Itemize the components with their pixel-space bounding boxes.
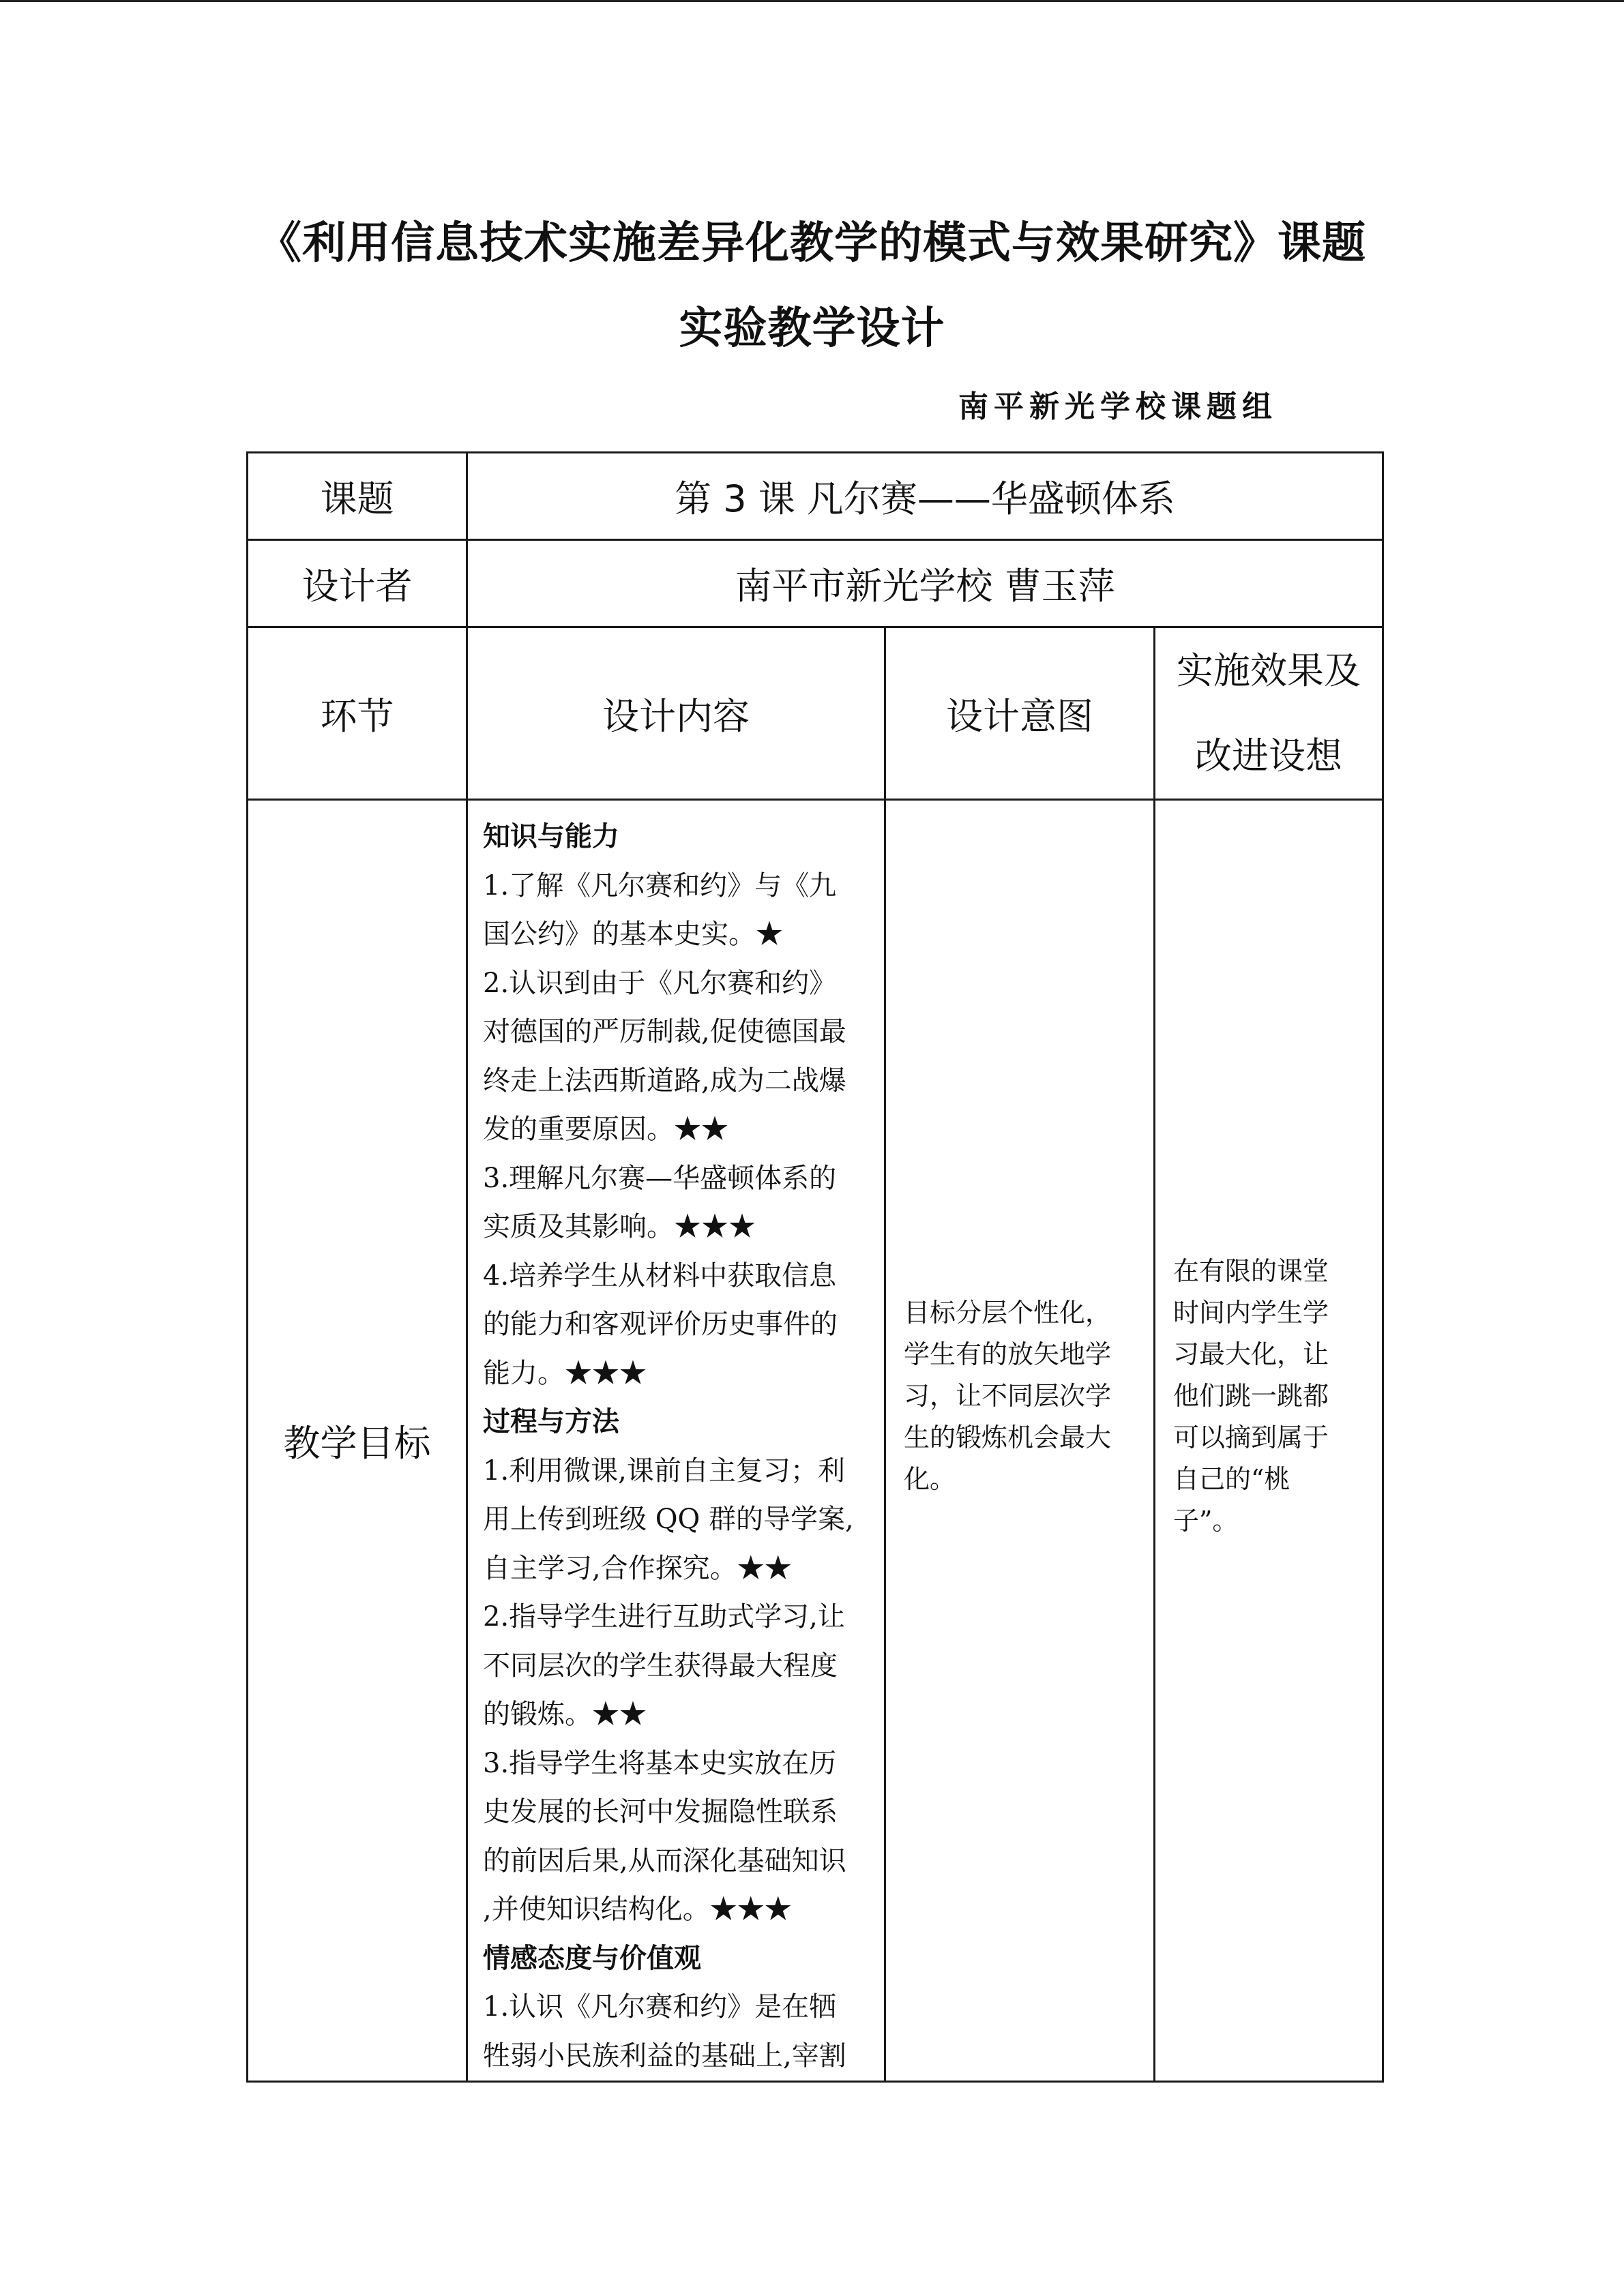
effect-line: 习最大化，让 [1173,1339,1329,1369]
design-content-line: 发的重要原因。★★ [483,1114,728,1145]
design-content-cell [467,800,885,2082]
effect-line: 时间内学生学 [1173,1298,1329,1328]
header-content: 设计内容 [467,627,885,800]
design-content-line: ,并使知识结构化。★★★ [483,1894,792,1925]
design-intent-cell [885,800,1155,2082]
stage-cell: 教学目标 [248,800,467,2082]
design-content-line: 3.理解凡尔赛—华盛顿体系的 [483,1162,837,1194]
effect-line: 可以摘到属于 [1173,1422,1329,1452]
author-group: 南平新光学校课题组 [958,389,1278,424]
design-content-line: 的能力和客观评价历史事件的 [483,1309,838,1340]
design-content-line: 1.了解《凡尔赛和约》与《九 [483,869,837,901]
design-content-line: 自主学习,合作探究。★★ [483,1552,792,1584]
topic-value: 第 3 课 凡尔赛——华盛顿体系 [467,453,1383,540]
header-effect: 实施效果及 改进设想 [1155,627,1383,800]
design-content-line: 情感态度与价值观 [483,1942,701,1974]
teaching-goal-row [248,800,1383,2082]
design-content-line: 2.指导学生进行互助式学习,让 [483,1601,845,1632]
design-intent-line: 生的锻炼机会最大 [904,1422,1112,1452]
design-content-line: 能力。★★★ [483,1357,647,1389]
designer-value: 南平市新光学校 曹玉萍 [467,540,1383,627]
topic-label: 课题 [248,453,467,540]
design-content-line: 史发展的长河中发掘隐性联系 [483,1796,838,1828]
design-content-line: 国公约》的基本史实。★ [483,919,783,950]
header-stage: 环节 [248,627,467,800]
effect-line: 自己的“桃 [1173,1464,1290,1494]
design-content-text [483,813,872,2081]
header-row [248,627,1383,800]
design-content-line: 的锻炼。★★ [483,1699,647,1730]
effect-line: 他们跳一跳都 [1173,1381,1329,1411]
topic-row [248,453,1383,540]
designer-row [248,540,1383,627]
design-content-line: 的前因后果,从而深化基础知识 [483,1845,846,1877]
design-content-line: 2.认识到由于《凡尔赛和约》 [483,967,837,999]
page-title: 《利用信息技术实施差异化教学的模式与效果研究》课题 [258,218,1366,269]
effect-line: 在有限的课堂 [1173,1256,1329,1286]
design-intent-line: 化。 [904,1464,956,1494]
design-content-line: 知识与能力 [483,821,619,852]
design-content-line: 不同层次的学生获得最大程度 [483,1650,838,1682]
design-content-line: 用上传到班级 QQ 群的导学案, [483,1504,854,1535]
design-intent-line: 目标分层个性化， [904,1298,1112,1328]
design-content-line: 对德国的严厉制裁,促使德国最 [483,1016,846,1047]
design-intent-text [904,1292,1141,1500]
design-intent-line: 学生有的放矢地学 [904,1339,1112,1369]
page-top-border [0,0,1624,2]
design-content-line: 1.利用微课,课前自主复习；利 [483,1455,845,1487]
design-content-line: 实质及其影响。★★★ [483,1211,756,1242]
lesson-design-table [246,451,1384,2083]
design-content-line: 4.培养学生从材料中获取信息 [483,1259,837,1292]
design-content-line: 1.认识《凡尔赛和约》是在牺 [483,1991,837,2023]
design-intent-line: 习，让不同层次学 [904,1381,1112,1411]
header-intent: 设计意图 [885,627,1155,800]
design-content-line: 3.指导学生将基本史实放在历 [483,1747,837,1779]
design-content-line: 终走上法西斯道路,成为二战爆 [483,1064,846,1097]
design-content-line: 过程与方法 [483,1406,619,1437]
effect-cell [1155,800,1383,2082]
page-subtitle: 实验教学设计 [679,303,945,354]
effect-text [1173,1251,1370,1542]
designer-label: 设计者 [248,540,467,627]
effect-line: 子”。 [1173,1506,1239,1536]
design-content-line: 牲弱小民族利益的基础上,宰割 [483,2040,846,2072]
